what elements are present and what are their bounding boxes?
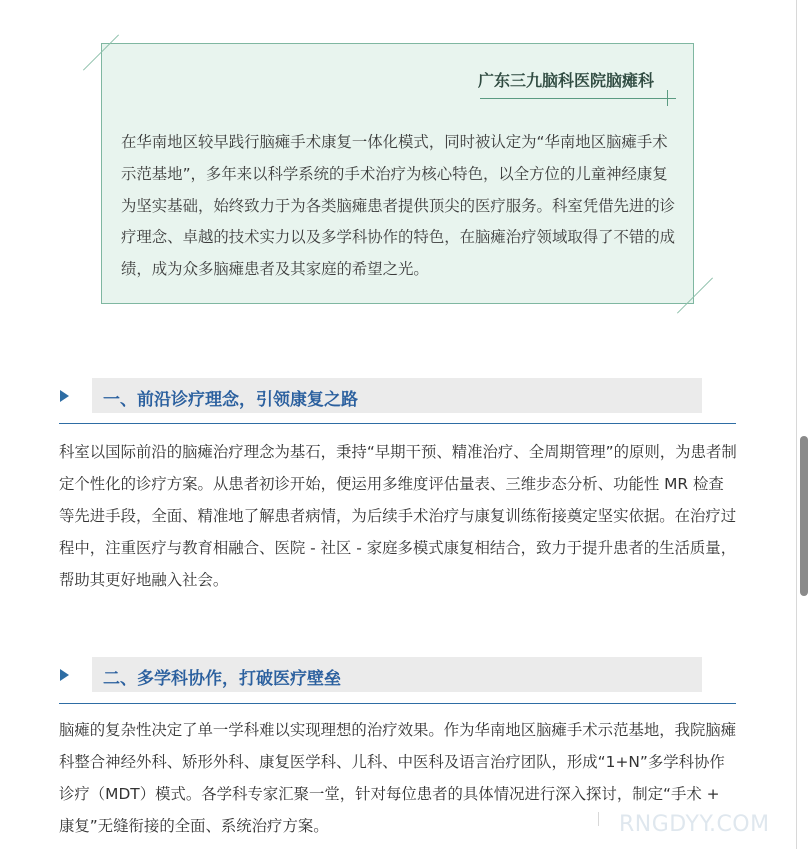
intro-title: 广东三九脑科医院脑瘫科 (478, 71, 655, 90)
intro-paragraph: 在华南地区较早践行脑瘫手术康复一体化模式，同时被认定为“华南地区脑瘫手术示范基地”，多年来以科学系统的手术治疗为核心特色，以全方位的儿童神经康复为坚实基础，始终致力于为各类脑瘫患者提供顶尖的医疗服务。科室凭借先进的诊疗理念、卓越的技术实力以及多学科协作的特色，在脑瘫治疗领域取得了不错的成绩，成为众多脑瘫患者及其家庭的希望之光。 (121, 133, 676, 279)
section-paragraph: 科室以国际前沿的脑瘫治疗理念为基石，秉持“早期干预、精准治疗、全周期管理”的原则，为患者制定个性化的诊疗方案。从患者初诊开始，便运用多维度评估量表、三维步态分析、功能性 MR 检查等先进手段，全面、精准地了解患者病情，为后续手术治疗与康复训练衔接奠定坚实依据。在治疗过程中，注重医疗与教育相融合、医院 - 社区 - 家庭多模式康复相结合，致力于提升患者的生活质量，帮助其更好地融入社会。 (59, 443, 737, 589)
intro-title-tick (667, 90, 668, 106)
section-title: 二、多学科协作，打破医疗壁垒 (103, 669, 341, 689)
section-paragraph: 脑瘫的复杂性决定了单一学科难以实现理想的治疗效果。作为华南地区脑瘫手术示范基地，我院脑瘫科整合神经外科、矫形外科、康复医学科、儿科、中医科及语言治疗团队，形成“1+N”多学科协作诊疗（MDT）模式。各学科专家汇聚一堂，针对每位患者的具体情况进行深入探讨，制定“手术 + 康复”无缝衔接的全面、系统治疗方案。 (59, 721, 737, 835)
section-heading-bar (92, 657, 702, 692)
section-heading-bar (92, 378, 702, 413)
section-divider (59, 703, 736, 704)
watermark: RNGDYY.COM (619, 812, 770, 837)
scrollbar-thumb[interactable] (800, 436, 808, 596)
watermark-divider (598, 812, 599, 826)
section-arrow-icon (60, 669, 69, 681)
intro-title-underline (480, 98, 676, 99)
section-arrow-icon (60, 390, 69, 402)
section-divider (59, 423, 736, 424)
section-title: 一、前沿诊疗理念，引领康复之路 (103, 390, 358, 410)
scrollbar[interactable] (797, 0, 812, 849)
